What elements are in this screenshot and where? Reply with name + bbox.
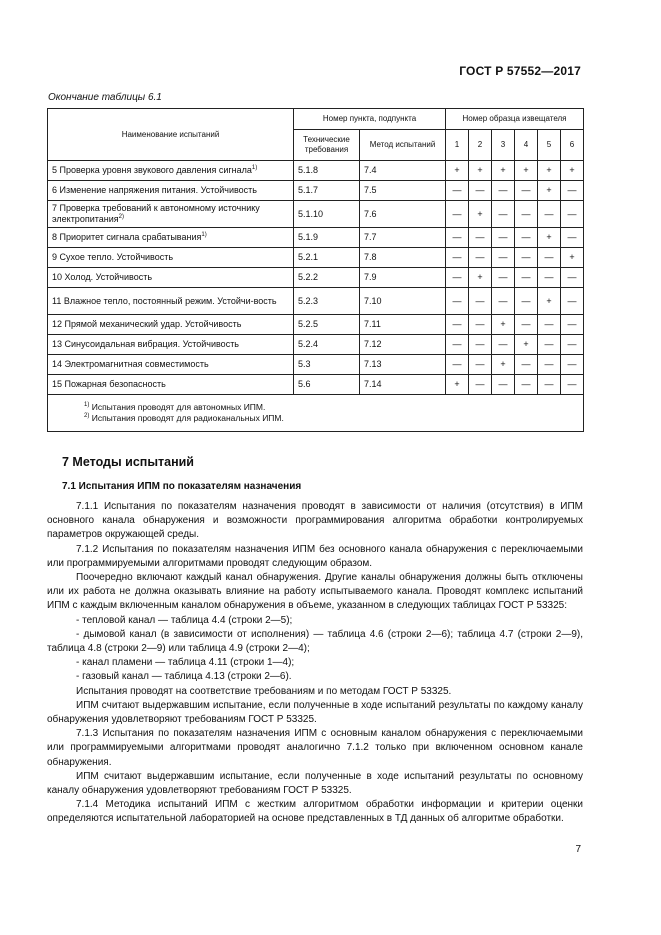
test-method-cell: 7.13 xyxy=(360,355,446,375)
sample-mark-cell: — xyxy=(446,268,469,288)
sample-mark-cell: — xyxy=(515,375,538,395)
test-name-cell: 6 Изменение напряжения питания. Устойчивость xyxy=(48,181,294,201)
sample-mark-cell: — xyxy=(538,315,561,335)
sample-mark-cell: — xyxy=(469,248,492,268)
tech-req-cell: 5.2.5 xyxy=(294,315,360,335)
sample-mark-cell: — xyxy=(561,181,584,201)
sample-mark-cell: — xyxy=(515,181,538,201)
header-sample-4: 4 xyxy=(515,130,538,161)
paragraph: 7.1.3 Испытания по показателям назначения ИПМ с основным каналом обнаружения с переключаемыми или программируемыми алгоритмами проводят аналогично 7.1.2 только при включенном основном канале обнаружения. xyxy=(47,728,583,768)
sample-mark-cell: + xyxy=(492,161,515,181)
sample-mark-cell: — xyxy=(446,228,469,248)
sample-mark-cell: + xyxy=(492,355,515,375)
header-sample-6: 6 xyxy=(561,130,584,161)
sample-mark-cell: — xyxy=(492,228,515,248)
sample-mark-cell: + xyxy=(469,268,492,288)
sample-mark-cell: — xyxy=(538,248,561,268)
sample-mark-cell: — xyxy=(538,375,561,395)
footnote: $^{2)}$ Испытания проводят для радиоканальных ИПМ. xyxy=(84,413,284,423)
table-row xyxy=(48,161,584,181)
test-name-cell: 8 Приоритет сигнала срабатывания$^{1)}$ xyxy=(48,228,294,248)
sample-mark-cell: — xyxy=(446,201,469,228)
header-sample-group: Номер образца извещателя xyxy=(446,109,584,130)
sample-mark-cell: — xyxy=(515,248,538,268)
header-test-name: Наименование испытаний xyxy=(48,109,294,161)
sample-mark-cell: — xyxy=(515,315,538,335)
table-footnotes xyxy=(48,395,584,432)
table-body xyxy=(48,161,584,395)
body-text xyxy=(47,500,583,827)
test-name-cell: 9 Сухое тепло. Устойчивость xyxy=(48,248,294,268)
test-name-cell: 11 Влажное тепло, постоянный режим. Устойчи-вость xyxy=(48,288,294,315)
tech-req-cell: 5.1.9 xyxy=(294,228,360,248)
sample-mark-cell: + xyxy=(561,248,584,268)
table-row xyxy=(48,288,584,315)
paragraph: 7.1.2 Испытания по показателям назначения ИПМ без основного канала обнаружения с переключаемыми или программируемыми алгоритмами проводят следующим образом. xyxy=(47,543,583,569)
sample-mark-cell: — xyxy=(469,315,492,335)
sample-mark-cell: — xyxy=(446,315,469,335)
sample-mark-cell: — xyxy=(492,268,515,288)
paragraph: Поочередно включают каждый канал обнаружения. Другие каналы обнаружения должны быть отключены или их работа не должна оказывать влияние на работу испытываемого канала. Проводят комплекс испытаний ИПМ с каждым включенным каналом обнаружения в объеме, указанном в следующих таблицах ГОСТ Р 53325: xyxy=(47,572,583,612)
sample-mark-cell: — xyxy=(561,335,584,355)
sample-mark-cell: — xyxy=(492,375,515,395)
sample-mark-cell: + xyxy=(446,375,469,395)
header-clause-group: Номер пункта, подпункта xyxy=(294,109,446,130)
sample-mark-cell: — xyxy=(446,355,469,375)
sample-mark-cell: — xyxy=(469,355,492,375)
sample-mark-cell: — xyxy=(492,181,515,201)
sample-mark-cell: — xyxy=(469,375,492,395)
tech-req-cell: 5.2.3 xyxy=(294,288,360,315)
tech-req-cell: 5.2.4 xyxy=(294,335,360,355)
subsection-title: 7.1 Испытания ИПМ по показателям назначения xyxy=(62,481,302,492)
header-sample-2: 2 xyxy=(469,130,492,161)
paragraph: Испытания проводят на соответствие требованиям и по методам ГОСТ Р 53325. xyxy=(76,685,452,697)
sample-mark-cell: — xyxy=(561,315,584,335)
test-name-cell: 12 Прямой механический удар. Устойчивость xyxy=(48,315,294,335)
list-item: - газовый канал — таблица 4.13 (строки 2—6). xyxy=(76,671,292,683)
footnote-ref: 1) xyxy=(251,165,258,171)
tech-req-cell: 5.2.2 xyxy=(294,268,360,288)
tech-req-cell: 5.1.8 xyxy=(294,161,360,181)
test-method-cell: 7.10 xyxy=(360,288,446,315)
paragraph: ИПМ считают выдержавшим испытание, если полученные в ходе испытаний результаты по каждому каналу обнаружения удовлетворяют требованиям ГОСТ Р 53325. xyxy=(47,699,583,726)
tech-req-cell: 5.6 xyxy=(294,375,360,395)
sample-mark-cell: — xyxy=(492,201,515,228)
table-caption: Окончание таблицы 6.1 xyxy=(48,92,162,103)
sample-mark-cell: — xyxy=(561,355,584,375)
table-row xyxy=(48,315,584,335)
tech-req-cell: 5.2.1 xyxy=(294,248,360,268)
sample-mark-cell: — xyxy=(515,288,538,315)
tech-req-cell: 5.1.7 xyxy=(294,181,360,201)
sample-mark-cell: + xyxy=(446,161,469,181)
section-title: 7 Методы испытаний xyxy=(62,455,194,469)
sample-mark-cell: + xyxy=(492,315,515,335)
test-method-cell: 7.5 xyxy=(360,181,446,201)
document-code: ГОСТ Р 57552—2017 xyxy=(459,64,581,78)
table-row xyxy=(48,335,584,355)
table-row xyxy=(48,228,584,248)
sample-mark-cell: — xyxy=(446,248,469,268)
page-number: 7 xyxy=(575,844,581,855)
sample-mark-cell: — xyxy=(469,335,492,355)
sample-mark-cell: — xyxy=(446,181,469,201)
header-tech-req: Технические требования xyxy=(294,130,360,161)
footnote-ref: 2) xyxy=(118,214,124,220)
header-sample-3: 3 xyxy=(492,130,515,161)
footnote: $^{1)}$ Испытания проводят для автономных ИПМ. xyxy=(84,402,266,412)
header-test-method: Метод испытаний xyxy=(360,130,446,161)
tech-req-cell: 5.1.10 xyxy=(294,201,360,228)
sample-mark-cell: — xyxy=(561,201,584,228)
sample-mark-cell: + xyxy=(561,161,584,181)
sample-mark-cell: — xyxy=(561,288,584,315)
sample-mark-cell: + xyxy=(538,288,561,315)
sample-mark-cell: — xyxy=(492,248,515,268)
sample-mark-cell: — xyxy=(515,228,538,248)
test-name-cell: 10 Холод. Устойчивость xyxy=(48,268,294,288)
header-sample-1: 1 xyxy=(446,130,469,161)
sample-mark-cell: — xyxy=(446,288,469,315)
test-name-cell: 7 Проверка требований к автономному источнику электропитания$^{2)}$ xyxy=(48,201,294,228)
test-method-cell: 7.11 xyxy=(360,315,446,335)
sample-mark-cell: + xyxy=(538,181,561,201)
sample-mark-cell: — xyxy=(469,181,492,201)
table-row xyxy=(48,181,584,201)
paragraph: 7.1.1 Испытания по показателям назначения проводят в зависимости от наличия (отсутствия) в ИПМ основного канала обнаружения и возможности программирования алгоритма обработки контролируемых параметров окружающей среды. xyxy=(47,501,583,541)
table-row xyxy=(48,355,584,375)
sample-mark-cell: — xyxy=(469,228,492,248)
sample-mark-cell: — xyxy=(561,228,584,248)
footnote-ref: 1) xyxy=(201,232,207,238)
list-item: - дымовой канал (в зависимости от исполнения) — таблица 4.6 (строки 2—6); таблица 4.7 (строки 2—9), таблица 4.8 (строки 2—9) или таблица 4.9 (строки 2—4); xyxy=(47,628,583,655)
test-method-cell: 7.7 xyxy=(360,228,446,248)
sample-mark-cell: — xyxy=(538,355,561,375)
paragraph: ИПМ считают выдержавшим испытание, если полученные в ходе испытаний результаты по основному каналу обнаружения удовлетворяют требованиям ГОСТ Р 53325. xyxy=(47,770,583,797)
tech-req-cell: 5.3 xyxy=(294,355,360,375)
sample-mark-cell: — xyxy=(538,201,561,228)
sample-mark-cell: + xyxy=(538,161,561,181)
sample-mark-cell: + xyxy=(538,228,561,248)
table-row xyxy=(48,248,584,268)
table-row xyxy=(48,268,584,288)
sample-mark-cell: — xyxy=(469,288,492,315)
sample-mark-cell: — xyxy=(538,335,561,355)
tests-table xyxy=(47,108,584,432)
sample-mark-cell: — xyxy=(561,375,584,395)
sample-mark-cell: — xyxy=(515,268,538,288)
sample-mark-cell: + xyxy=(469,201,492,228)
test-name-cell: 15 Пожарная безопасность xyxy=(48,375,294,395)
list-item: - канал пламени — таблица 4.11 (строки 1—4); xyxy=(76,657,295,669)
sample-mark-cell: + xyxy=(469,161,492,181)
table-row xyxy=(48,375,584,395)
sample-mark-cell: — xyxy=(561,268,584,288)
paragraph: 7.1.4 Методика испытаний ИПМ с жестким алгоритмом обработки информации и критерии оценки определяются испытательной лабораторией на основе представленных в ТД данных об алгоритме обработки. xyxy=(47,799,583,825)
sample-mark-cell: + xyxy=(515,161,538,181)
header-sample-5: 5 xyxy=(538,130,561,161)
table-row xyxy=(48,201,584,228)
list-item: - тепловой канал — таблица 4.4 (строки 2—5); xyxy=(76,614,293,626)
sample-mark-cell: — xyxy=(492,288,515,315)
test-method-cell: 7.8 xyxy=(360,248,446,268)
test-method-cell: 7.4 xyxy=(360,161,446,181)
sample-mark-cell: — xyxy=(492,335,515,355)
test-method-cell: 7.6 xyxy=(360,201,446,228)
test-method-cell: 7.14 xyxy=(360,375,446,395)
sample-mark-cell: + xyxy=(515,335,538,355)
test-name-cell: 13 Синусоидальная вибрация. Устойчивость xyxy=(48,335,294,355)
sample-mark-cell: — xyxy=(538,268,561,288)
test-method-cell: 7.12 xyxy=(360,335,446,355)
sample-mark-cell: — xyxy=(515,355,538,375)
test-name-cell: 14 Электромагнитная совместимость xyxy=(48,355,294,375)
sample-mark-cell: — xyxy=(446,335,469,355)
sample-mark-cell: — xyxy=(515,201,538,228)
test-method-cell: 7.9 xyxy=(360,268,446,288)
test-name-cell: 5 Проверка уровня звукового давления сигнала$^{1)}$ xyxy=(48,161,294,181)
